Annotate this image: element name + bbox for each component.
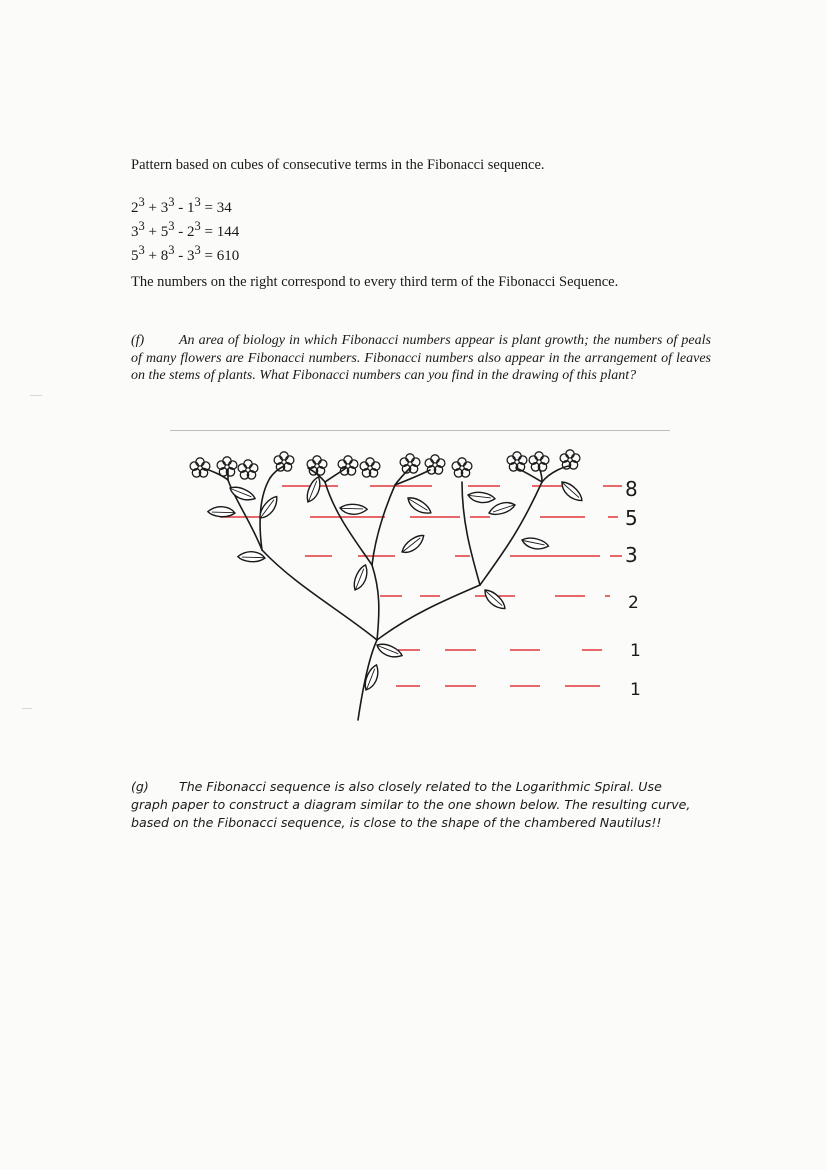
scan-mark (30, 395, 42, 396)
equation-list (131, 193, 239, 265)
intro-text: Pattern based on cubes of consecutive terms in the Fibonacci sequence. (131, 157, 545, 173)
question-g (131, 778, 691, 832)
fib-label-2: 2 (628, 593, 639, 613)
plant-drawing (170, 440, 670, 725)
conclusion-text: The numbers on the right correspond to every third term of the Fibonacci Sequence. (131, 274, 619, 290)
fib-label-1b: 1 (630, 680, 641, 700)
equation-3: $5^3 + 8^3 - 3^3 = 610$ (131, 243, 240, 264)
scan-rule (170, 430, 670, 431)
question-f-label: (f) (131, 333, 145, 348)
question-f (131, 332, 711, 385)
guide-lines (220, 486, 622, 686)
plant-leaves (207, 476, 583, 691)
scan-mark (22, 708, 32, 709)
fib-label-8: 8 (625, 477, 638, 501)
equation-1: $2^3 + 3^3 - 1^3 = 34$ (131, 195, 232, 216)
fib-label-1a: 1 (630, 641, 641, 661)
question-g-label: (g) (131, 779, 149, 794)
fib-label-5: 5 (625, 506, 638, 530)
question-g-text: The Fibonacci sequence is also closely related to the Logarithmic Spiral. Use graph paper to construct a diagram similar to the one shown below. The resulting curve, based on the Fibonacci sequence, is close to the shape of the chambered Nautilus!! (131, 779, 691, 830)
fibonacci-labels (625, 477, 641, 700)
fib-label-3: 3 (625, 543, 638, 567)
equation-2: $3^3 + 5^3 - 2^3 = 144$ (131, 219, 240, 240)
question-f-text: An area of biology in which Fibonacci numbers appear is plant growth; the numbers of peals of many flowers are Fibonacci numbers. Fibonacci numbers also appear in the arrangement of leaves on the stems of plants. What Fibonacci numbers can you find in the drawing of this plant? (131, 333, 711, 383)
plant-flowers (190, 450, 580, 479)
